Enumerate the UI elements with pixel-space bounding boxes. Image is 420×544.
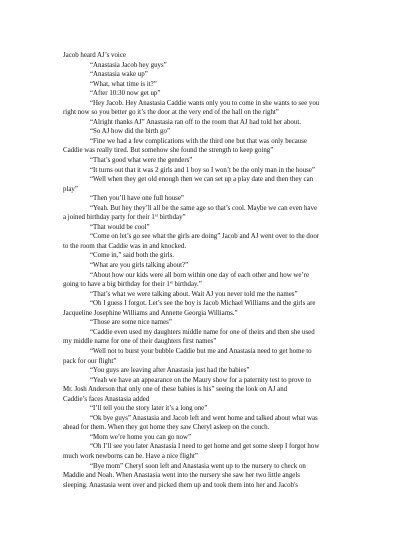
text-line [63,337,382,347]
line-text-after: birthday” [157,214,186,222]
text-line [63,166,382,176]
line-text: “So AJ how did the birth go” [90,128,171,136]
line-text: right now so you better go it’s the door at the very end of the hall on the right” [63,109,279,117]
text-line [63,328,382,338]
text-line [63,318,382,328]
line-text: Maddie and Noah. When Anastasia went into the nursery she saw her two little angels [63,472,300,480]
text-line [63,127,382,137]
text-line [63,213,382,223]
text-line [63,175,382,185]
text-line [63,51,382,61]
line-text: to the room that Caddie was in and knocked. [63,242,187,250]
line-text: Jacqueline Josephine Williams and Annette Georgia Williams.” [63,309,238,317]
line-text: “Oh I’ll see you later Anastasia I need to get home and get some sleep I forgot how [90,443,320,451]
line-text: “Fine we had a few complications with the third one but that was only because [90,137,307,145]
text-line [63,156,382,166]
line-text: “Alright thanks AJ” Anastasia ran off to the room that AJ had told her about. [90,118,301,126]
line-text: going to have a big birthday for their 1 [63,281,170,289]
line-text: play” [63,185,78,193]
line-text: “What, what time is it?” [90,80,157,88]
line-text-after: birthday.” [172,281,202,289]
text-line [63,204,382,214]
line-text: Caddie was really tired. But somehow she found the strength to keep going” [63,147,274,155]
text-line [63,280,382,290]
text-line [63,357,382,367]
line-text: “Well not to burst your bubble Caddie but me and Anastasia need to get home to [90,347,312,355]
text-line [63,251,382,261]
text-line [63,452,382,462]
line-text: “Yeah. But hey they’ll all be the same age so that’s cool. Maybe we can even have [90,204,317,212]
ordinal-superscript: st [154,213,158,218]
line-text: “Then you’ll have one full house” [90,195,184,203]
text-line [63,146,382,156]
line-text: a joined birthday party for their 1 [63,214,155,222]
line-text: “After 10:30 now get up” [90,90,161,98]
line-text: much work newborns can be. Have a nice flight” [63,452,198,460]
text-line [63,108,382,118]
text-line [63,299,382,309]
text-line [63,261,382,271]
line-text: Mr. Josh Anderson that only one of these babies is his” seeing the look on AJ and [63,386,288,394]
line-text: “I’ll tell you the story later it’s a long one” [90,405,208,413]
text-line [63,185,382,195]
line-text: “Come on let’s go see what the girls are doing” Jacob and AJ went over to the door [90,233,320,241]
text-line [63,366,382,376]
ordinal-superscript: st [169,280,173,285]
text-line [63,433,382,443]
line-text: “Yeah we have an appearance on the Maury show for a paternity test to prove to [90,376,312,384]
text-line [63,442,382,452]
line-text: “Hey Jacob. Hey Anastasia Caddie wants only you to come in she wants to see you [90,99,320,107]
line-text: “That’s good what were the genders” [90,157,193,165]
text-line [63,99,382,109]
text-line [63,271,382,281]
text-line [63,376,382,386]
text-line [63,481,382,491]
line-text: “That’s what we were talking about. Wait AJ you never told me the names” [90,290,298,298]
text-line [63,137,382,147]
text-line [63,290,382,300]
text-line [63,471,382,481]
text-line [63,61,382,71]
line-text: my middle name for one of their daughters first names” [63,338,217,346]
line-text: Caddie’s faces Anastasia added [63,395,150,403]
line-text: “About how our kids were all born within one day of each other and how we’re [90,271,310,279]
line-text: “Ok bye guys” Anastasia and Jacob left and went home and talked about what was [90,414,318,422]
line-text: ahead for them. When they got home they saw Cheryl asleep on the couch. [63,424,270,432]
text-line [63,232,382,242]
text-line [63,423,382,433]
line-text: “Caddie even used my daughters middle name for one of theirs and then she used [90,328,315,336]
line-text: “Well when they get old enough then we can set up a play date and then they can [90,176,314,184]
text-line [63,309,382,319]
line-text: “That would be cool” [90,223,150,231]
line-text: “Mom we’re home you can go now” [90,433,192,441]
line-text: “It turns out that it was 2 girls and 1 boy so I won’t be the only man in the house” [90,166,315,174]
line-text: “You guys are leaving after Anastasia just had the babies” [90,367,250,375]
line-text: sleeping. Anastasia went over and picked them up and took them into her and Jacob's [63,481,298,489]
line-text: “Bye mom” Cheryl soon left and Anastasia went up to the nursery to check on [90,462,306,470]
text-line [63,462,382,472]
text-line [63,395,382,405]
text-line [63,223,382,233]
text-line [63,89,382,99]
text-line [63,404,382,414]
text-line [63,70,382,80]
line-text: “Oh I guess I forgot. Let’s see the boy is Jacob Michael Williams and the girls are [90,300,316,308]
line-text: “Come in,” said both the girls. [90,252,175,260]
line-text: pack for our flight” [63,357,117,365]
line-text: Jacob heard AJ’s voice [63,52,126,59]
line-text: “Those are some nice names” [90,319,172,327]
line-text: “Anastasia Jacob hey guys” [90,61,167,69]
text-line [63,194,382,204]
line-text: “Anastasia wake up” [90,71,148,79]
text-line [63,118,382,128]
text-line [63,347,382,357]
text-line [63,385,382,395]
text-line [63,80,382,90]
line-text: “What are you girls talking about?” [90,262,189,270]
text-line [63,242,382,252]
text-line [63,414,382,424]
